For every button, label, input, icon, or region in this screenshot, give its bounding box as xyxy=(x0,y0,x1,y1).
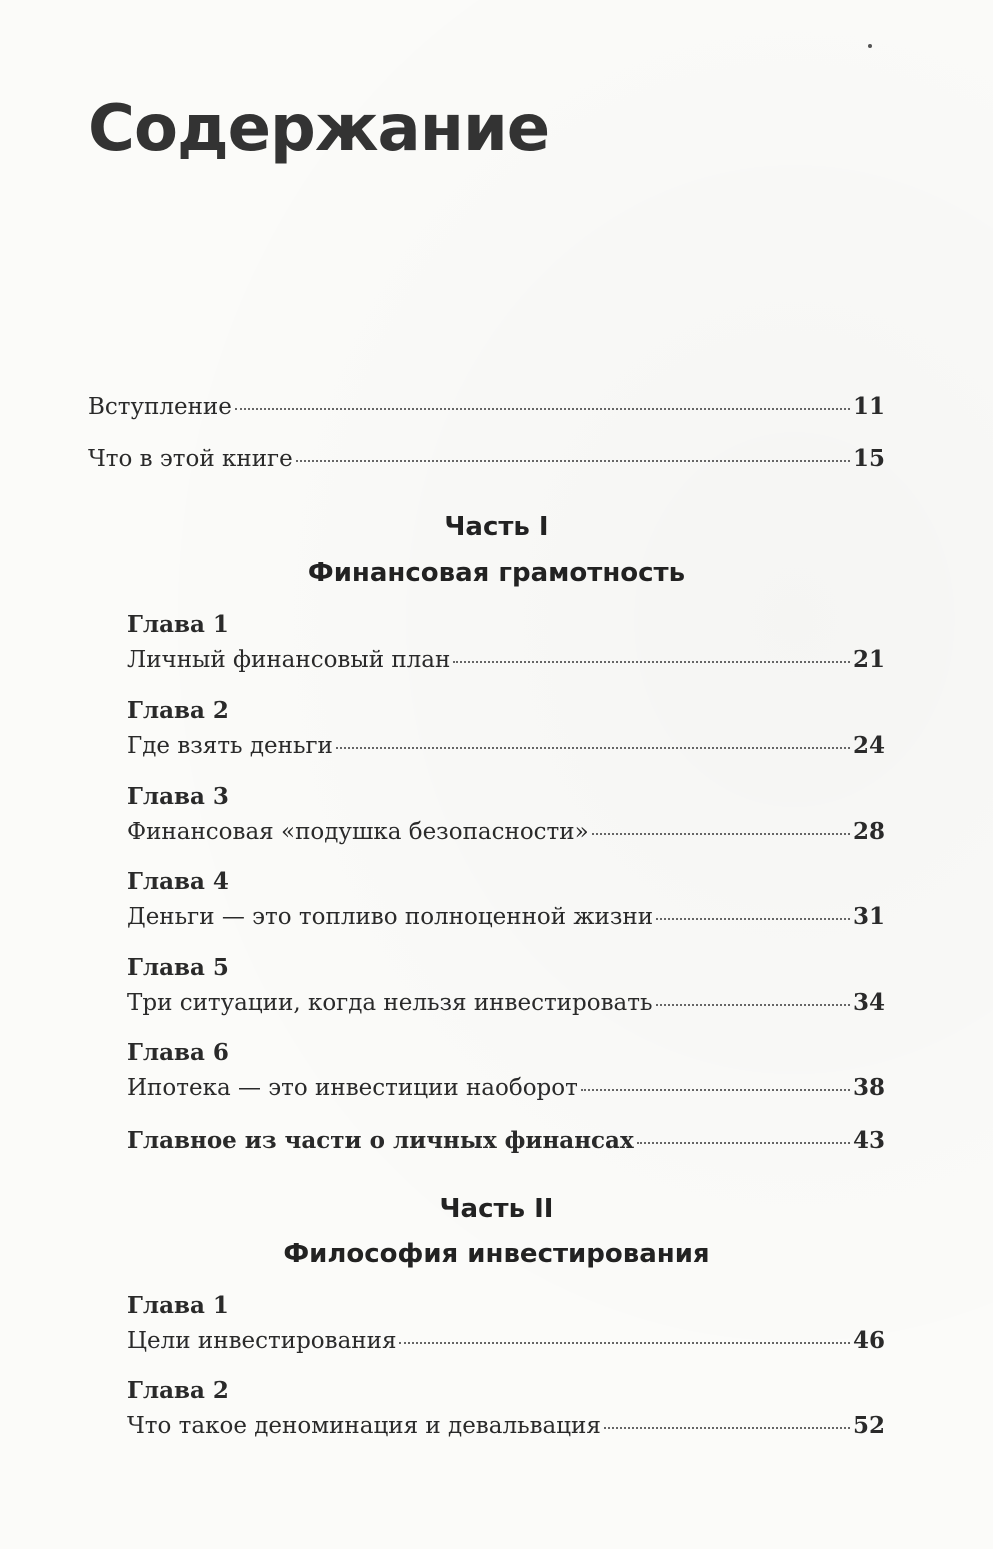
toc-entry-label: Финансовая «подушка безопасности» xyxy=(127,819,589,845)
toc-entry-chapter[interactable] xyxy=(127,1327,885,1354)
toc-entry-chapter[interactable] xyxy=(127,818,885,845)
toc-entry-chapter[interactable] xyxy=(127,1074,885,1101)
toc-entry-label: Цели инвестирования xyxy=(127,1328,397,1354)
chapter-label: Глава 1 xyxy=(127,611,229,638)
toc-page-number: 15 xyxy=(852,445,885,472)
toc-entry-label: Где взять деньги xyxy=(127,733,333,759)
toc-entry-label: Главное из части о личных финансах xyxy=(127,1127,634,1154)
toc-entry-label: Вступление xyxy=(88,394,232,420)
dot-leader xyxy=(453,661,850,663)
toc-page-number: 28 xyxy=(852,818,885,845)
toc-entry-label: Ипотека — это инвестиции наоборот xyxy=(127,1075,578,1101)
toc-entry-label: Личный финансовый план xyxy=(127,647,451,673)
toc-entry-chapter[interactable] xyxy=(127,732,885,759)
dot-leader xyxy=(399,1342,850,1344)
toc-entry-label: Что в этой книге xyxy=(88,446,293,472)
toc-entry-label: Три ситуации, когда нельзя инвестировать xyxy=(127,990,653,1016)
toc-page-number: 31 xyxy=(852,903,885,930)
part-label: Часть II xyxy=(439,1194,554,1224)
chapter-label: Глава 2 xyxy=(127,1377,229,1404)
toc-page-number: 34 xyxy=(852,989,885,1016)
dot-leader xyxy=(604,1427,850,1429)
dot-leader xyxy=(592,833,850,835)
part-title: Философия инвестирования xyxy=(283,1239,710,1269)
toc-page-number: 46 xyxy=(852,1327,885,1354)
toc-entry-label: Что такое деноминация и девальвация xyxy=(127,1413,601,1439)
dot-leader xyxy=(637,1142,850,1144)
toc-page-number: 38 xyxy=(852,1074,885,1101)
toc-entry-label: Деньги — это топливо полноценной жизни xyxy=(127,904,654,930)
toc-entry-chapter[interactable] xyxy=(127,646,885,673)
part-title: Финансовая грамотность xyxy=(307,558,686,588)
toc-page-number: 52 xyxy=(852,1412,885,1439)
page-title: Содержание xyxy=(88,92,550,166)
dot-leader xyxy=(656,1004,850,1006)
toc-page-number: 24 xyxy=(852,732,885,759)
chapter-label: Глава 2 xyxy=(127,697,229,724)
dot-leader xyxy=(581,1089,850,1091)
chapter-label: Глава 3 xyxy=(127,783,229,810)
chapter-label: Глава 1 xyxy=(127,1292,229,1319)
dot-leader xyxy=(235,408,850,410)
toc-entry-part-summary[interactable] xyxy=(127,1127,885,1154)
chapter-label: Глава 5 xyxy=(127,954,229,981)
dot-leader xyxy=(296,460,850,462)
toc-page-number: 21 xyxy=(852,646,885,673)
toc-page-number: 11 xyxy=(852,393,885,420)
toc-page-number: 43 xyxy=(852,1127,885,1154)
dot-leader xyxy=(656,918,850,920)
toc-entry-intro[interactable] xyxy=(88,393,885,420)
chapter-label: Глава 4 xyxy=(127,868,229,895)
toc-entry-chapter[interactable] xyxy=(127,1412,885,1439)
chapter-label: Глава 6 xyxy=(127,1039,229,1066)
toc-entry-chapter[interactable] xyxy=(127,903,885,930)
toc-entry-about-book[interactable] xyxy=(88,445,885,472)
part-label: Часть I xyxy=(444,512,549,542)
dot-leader xyxy=(336,747,850,749)
page-speck xyxy=(868,44,872,48)
toc-entry-chapter[interactable] xyxy=(127,989,885,1016)
